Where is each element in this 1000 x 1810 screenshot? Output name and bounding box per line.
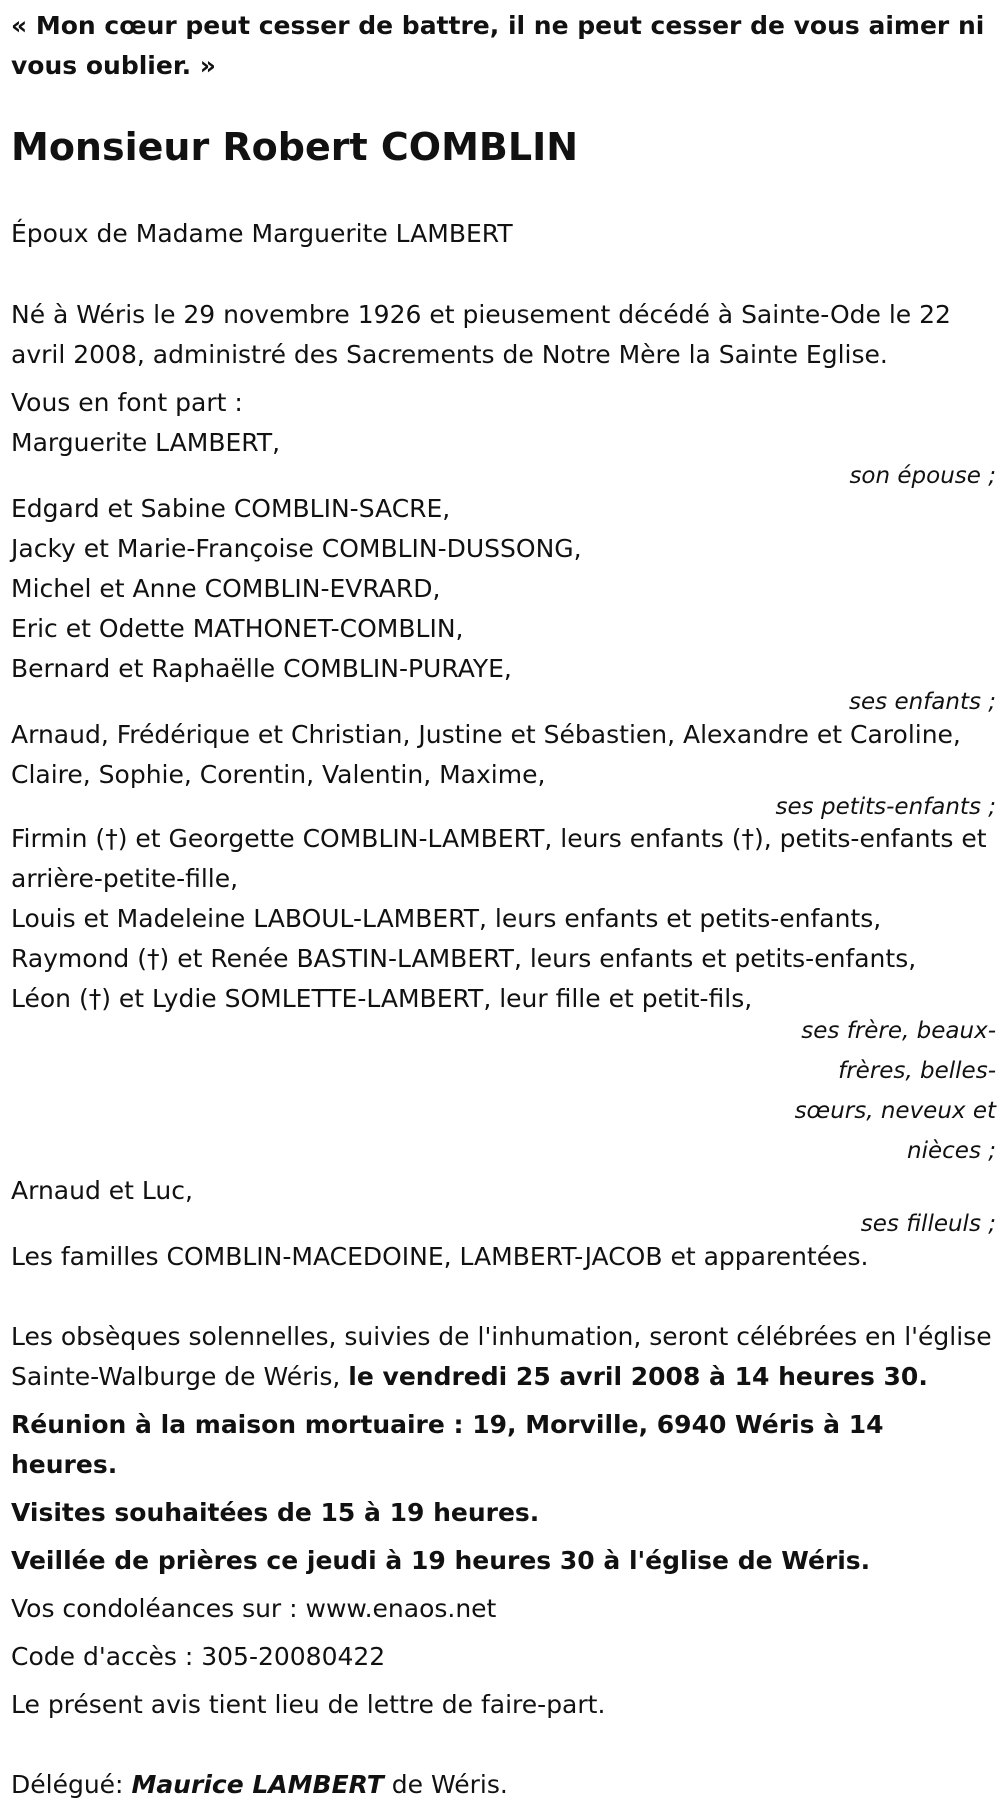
grandchildren-entry: Arnaud, Frédérique et Christian, Justine et Sébastien, Alexandre et Caroline, Claire, Sophie, Corentin, Valentin, Maxime, [11,720,961,789]
child-entry: Bernard et Raphaëlle COMBLIN-PURAYE, [11,654,512,683]
sibling-entry: Raymond (†) et Renée BASTIN-LAMBERT, leurs enfants et petits-enfants, [11,944,917,973]
funeral-intro: Les obsèques solennelles, suivies de l'inhumation, seront célébrées en l'église Sainte-Walburge de Wéris, [11,1322,992,1391]
spouse-entry: Marguerite LAMBERT, [11,428,281,457]
delegate-name: Maurice LAMBERT [131,1770,384,1799]
spouse-line: Époux de Madame Marguerite LAMBERT [11,219,513,248]
delegate-label: Délégué: [11,1770,124,1799]
notice-statement: Le présent avis tient lieu de lettre de faire-part. [11,1690,606,1719]
families-entry: Les familles COMBLIN-MACEDOINE, LAMBERT-JACOB et apparentées. [11,1242,869,1271]
deceased-name: Monsieur Robert COMBLIN [11,125,579,169]
epigraph-quote: « Mon cœur peut cesser de battre, il ne peut cesser de vous aimer ni vous oublier. » [11,11,985,80]
delegate-line [11,1765,996,1805]
child-entry: Edgard et Sabine COMBLIN-SACRE, [11,494,451,523]
announce-intro: Vous en font part : [11,388,243,417]
godchildren-role: ses filleuls ; [860,1211,996,1237]
children-role: ses enfants ; [849,689,996,715]
spouse-role: son épouse ; [849,463,996,489]
visits-info: Visites souhaitées de 15 à 19 heures. [11,1498,540,1527]
child-entry: Eric et Odette MATHONET-COMBLIN, [11,614,464,643]
godchildren-entry: Arnaud et Luc, [11,1176,193,1205]
condolences-info: Vos condoléances sur : www.enaos.net [11,1594,497,1623]
child-entry: Jacky et Marie-Françoise COMBLIN-DUSSONG, [11,534,582,563]
funeral-details [11,1317,996,1397]
birth-death-line: Né à Wéris le 29 novembre 1926 et pieusement décédé à Sainte-Ode le 22 avril 2008, administré des Sacrements de Notre Mère la Sainte Eglise. [11,300,951,369]
access-code: Code d'accès : 305-20080422 [11,1642,386,1671]
sibling-entry: Léon (†) et Lydie SOMLETTE-LAMBERT, leur fille et petit-fils, [11,984,753,1013]
siblings-role: ses frère, beaux-frères, belles-sœurs, neveux et nièces ; [794,1018,996,1164]
grandchildren-role: ses petits-enfants ; [775,794,996,820]
sibling-entry: Firmin (†) et Georgette COMBLIN-LAMBERT, leurs enfants (†), petits-enfants et arrière-petite-fille, [11,824,987,893]
gathering-info: Réunion à la maison mortuaire : 19, Morville, 6940 Wéris à 14 heures. [11,1410,884,1479]
vigil-info: Veillée de prières ce jeudi à 19 heures 30 à l'église de Wéris. [11,1546,871,1575]
funeral-datetime: le vendredi 25 avril 2008 à 14 heures 30. [348,1362,928,1391]
obituary-notice [11,6,996,1805]
child-entry: Michel et Anne COMBLIN-EVRARD, [11,574,441,603]
sibling-entry: Louis et Madeleine LABOUL-LAMBERT, leurs enfants et petits-enfants, [11,904,882,933]
delegate-suffix: de Wéris. [391,1770,508,1799]
